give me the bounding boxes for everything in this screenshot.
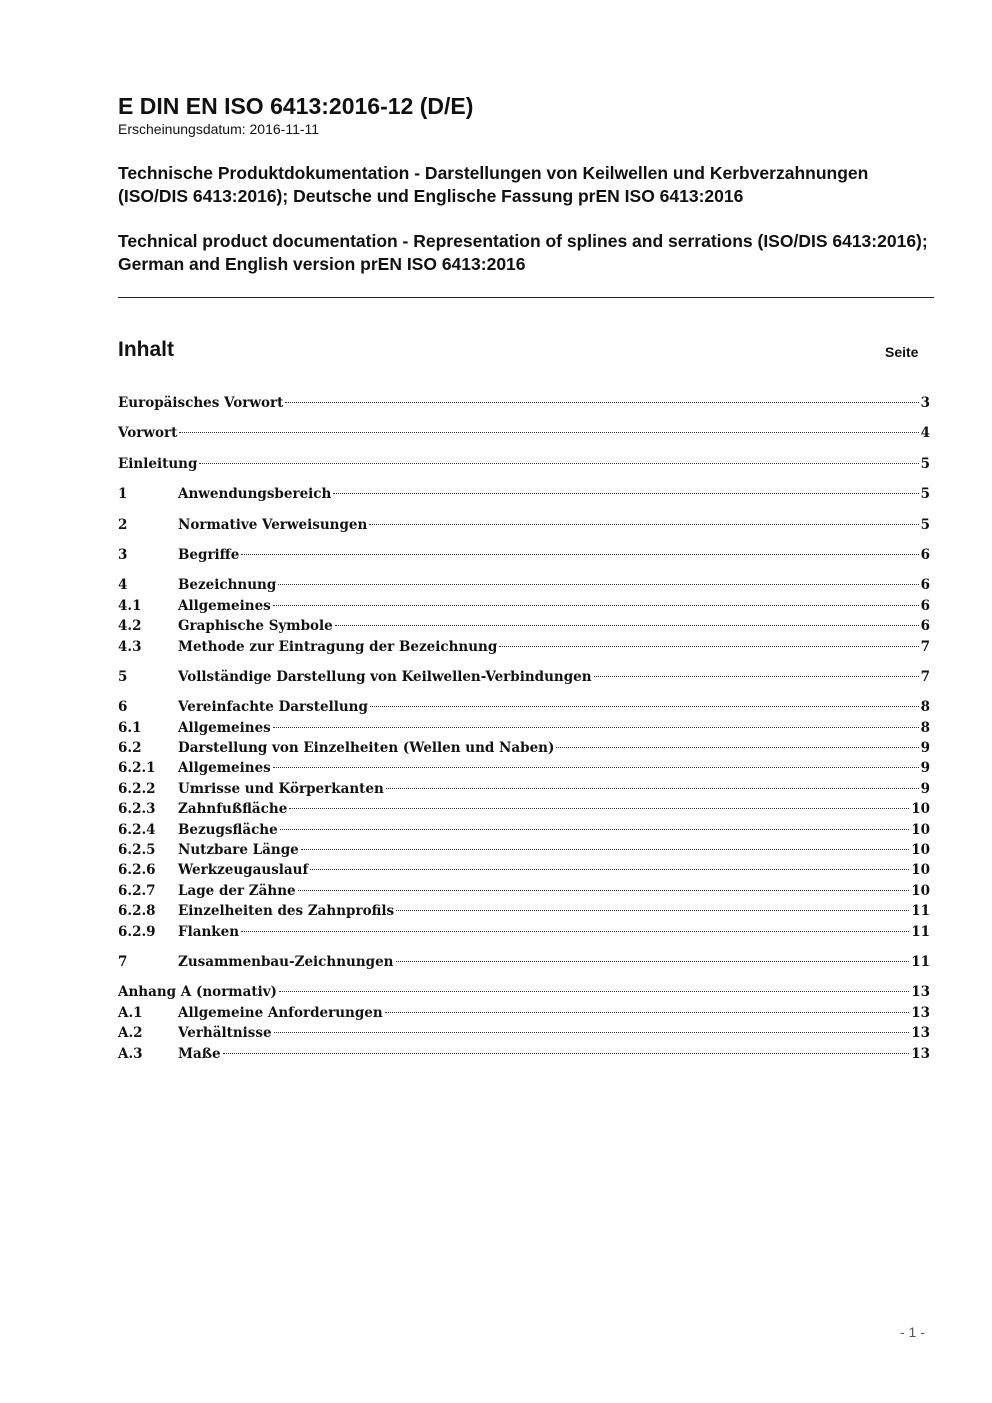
toc-entry-page: 11 xyxy=(911,903,930,920)
toc-dot-leader xyxy=(285,402,918,403)
toc-entry[interactable] xyxy=(118,545,930,565)
toc-entry-label: Allgemeine Anforderungen xyxy=(178,1004,383,1021)
toc-entry-page: 6 xyxy=(920,546,930,563)
toc-entry-number: A.1 xyxy=(118,1004,143,1021)
toc-entry-number: 4 xyxy=(118,577,128,594)
toc-entry-page: 6 xyxy=(920,577,930,594)
toc-dot-leader xyxy=(273,727,919,728)
document-title: E DIN EN ISO 6413:2016-12 (D/E) xyxy=(118,93,474,119)
toc-entry-page: 5 xyxy=(920,516,930,533)
toc-entry-label: Umrisse und Körperkanten xyxy=(178,780,384,797)
toc-entry-page: 10 xyxy=(911,821,930,838)
toc-dot-leader xyxy=(385,1012,910,1013)
toc-entry-page: 13 xyxy=(911,984,930,1001)
toc-dot-leader xyxy=(279,991,909,992)
toc-entry-page: 11 xyxy=(911,953,930,970)
toc-entry-page: 7 xyxy=(920,638,930,655)
toc-entry-label: Zahnfußfläche xyxy=(178,801,288,818)
toc-entry-page: 6 xyxy=(920,618,930,635)
toc-entry-label: Anwendungsbereich xyxy=(178,486,332,503)
toc-entry-number: 6.2 xyxy=(118,740,142,757)
toc-entry[interactable] xyxy=(118,393,930,413)
toc-entry-label: Allgemeines xyxy=(178,760,271,777)
toc-entry[interactable] xyxy=(118,952,930,972)
toc-entry-number: 4.2 xyxy=(118,618,142,635)
page-number: - 1 - xyxy=(900,1324,925,1340)
toc-entry-number: 7 xyxy=(118,953,128,970)
toc-entry-page: 7 xyxy=(920,668,930,685)
toc-dot-leader xyxy=(273,767,919,768)
document-header xyxy=(118,92,934,276)
toc-entry[interactable] xyxy=(118,515,930,535)
toc-dot-leader xyxy=(199,463,918,464)
toc-entry-label: Methode zur Eintragung der Bezeichnung xyxy=(178,638,498,655)
title-german: Technische Produktdokumentation - Darstellungen von Keilwellen und Kerbverzahnungen (ISO/DIS 6413:2016); Deutsche und Englische Fassung prEN ISO 6413:2016 xyxy=(118,163,869,206)
toc-entry[interactable] xyxy=(118,637,930,657)
toc-entry-label: Vorwort xyxy=(118,425,178,442)
toc-entry-label: Begriffe xyxy=(178,546,240,563)
toc-dot-leader xyxy=(556,747,918,748)
toc-entry[interactable] xyxy=(118,454,930,474)
toc-entry-page: 13 xyxy=(911,1025,930,1042)
toc-entry-label: Vereinfachte Darstellung xyxy=(178,699,368,716)
toc-entry-label: Lage der Zähne xyxy=(178,882,296,899)
toc-entry[interactable] xyxy=(118,718,930,738)
toc-entry[interactable] xyxy=(118,484,930,504)
toc-dot-leader xyxy=(278,584,918,585)
toc-dot-leader xyxy=(273,605,919,606)
toc-entry-page: 5 xyxy=(920,486,930,503)
toc-entry-number: 6.2.1 xyxy=(118,760,156,777)
toc-entry-number: 4.3 xyxy=(118,638,142,655)
toc-entry-number: 1 xyxy=(118,486,128,503)
toc-dot-leader xyxy=(289,808,909,809)
toc-dot-leader xyxy=(241,554,918,555)
toc-entry-number: 6.2.2 xyxy=(118,780,156,797)
toc-heading: Inhalt xyxy=(118,338,174,361)
toc-entry-label: Allgemeines xyxy=(178,719,271,736)
toc-entry-page: 9 xyxy=(920,780,930,797)
toc-entry-page: 5 xyxy=(920,455,930,472)
toc-entry-label: Einzelheiten des Zahnprofils xyxy=(178,903,395,920)
toc-entry-label: Allgemeines xyxy=(178,597,271,614)
toc-dot-leader xyxy=(274,1032,910,1033)
toc-entry-number: 2 xyxy=(118,516,128,533)
toc-entry[interactable] xyxy=(118,901,930,921)
toc-entry-page: 11 xyxy=(911,923,930,940)
toc-entry[interactable] xyxy=(118,922,930,942)
toc-dot-leader xyxy=(396,910,909,911)
toc-entry-page: 13 xyxy=(911,1004,930,1021)
toc-entry[interactable] xyxy=(118,820,930,840)
publication-date: Erscheinungsdatum: 2016-11-11 xyxy=(118,121,320,137)
toc-dot-leader xyxy=(301,849,909,850)
toc-entry-number: A.2 xyxy=(118,1025,143,1042)
toc-entry[interactable] xyxy=(118,575,930,595)
toc-entry-label: Normative Verweisungen xyxy=(178,516,368,533)
toc-entry-page: 3 xyxy=(920,395,930,411)
toc-entry[interactable] xyxy=(118,860,930,880)
toc-entry[interactable] xyxy=(118,596,930,616)
toc-entry-number: 6 xyxy=(118,699,128,716)
toc-dot-leader xyxy=(594,676,919,677)
toc-entry-label: Werkzeugauslauf xyxy=(178,862,309,879)
toc-entry-number: 6.2.3 xyxy=(118,801,156,818)
header-divider xyxy=(118,297,934,298)
toc-entry-number: 3 xyxy=(118,546,128,563)
toc-entry-label: Maße xyxy=(178,1045,221,1062)
toc-entry-page: 4 xyxy=(920,425,930,442)
toc-dot-leader xyxy=(179,432,918,433)
toc-entry[interactable] xyxy=(118,423,930,443)
toc-entry[interactable] xyxy=(118,982,930,1002)
toc-entry-label: Bezugsfläche xyxy=(178,821,278,838)
toc-entry[interactable] xyxy=(118,799,930,819)
toc-entry-label: Verhältnisse xyxy=(178,1025,272,1042)
toc-page-heading: Seite xyxy=(885,344,919,360)
toc-entry-number: 6.2.4 xyxy=(118,821,156,838)
toc-entry-label: Einleitung xyxy=(118,455,198,472)
toc-dot-leader xyxy=(333,493,918,494)
toc-entry-page: 8 xyxy=(920,699,930,716)
toc-entry-number: 6.2.6 xyxy=(118,862,156,879)
toc-dot-leader xyxy=(386,788,919,789)
toc-entry-number: 6.2.7 xyxy=(118,882,156,899)
toc-entry-label: Anhang A (normativ) xyxy=(118,984,277,1001)
toc-dot-leader xyxy=(369,524,918,525)
toc-entry-page: 10 xyxy=(911,862,930,879)
toc-dot-leader xyxy=(335,625,919,626)
toc-entry[interactable] xyxy=(118,667,930,687)
toc-entry-page: 6 xyxy=(920,597,930,614)
toc-entry-page: 8 xyxy=(920,719,930,736)
toc-entry-number: 6.2.9 xyxy=(118,923,156,940)
toc-entry-label: Darstellung von Einzelheiten (Wellen und Naben) xyxy=(178,740,555,757)
toc-entry[interactable] xyxy=(118,1003,930,1023)
toc-entry-number: 5 xyxy=(118,668,128,685)
toc-entry-page: 9 xyxy=(920,740,930,757)
toc-entry[interactable] xyxy=(118,616,930,636)
toc-entry-page: 10 xyxy=(911,882,930,899)
toc-entry-number: 4.1 xyxy=(118,597,142,614)
toc-entry[interactable] xyxy=(118,1023,930,1043)
toc-dot-leader xyxy=(223,1053,910,1054)
toc-entry-label: Zusammenbau-Zeichnungen xyxy=(178,953,394,970)
toc-dot-leader xyxy=(396,961,910,962)
toc-entry[interactable] xyxy=(118,758,930,778)
toc-entry-number: 6.2.5 xyxy=(118,842,156,859)
toc-entry-page: 10 xyxy=(911,842,930,859)
toc-entry[interactable] xyxy=(118,840,930,860)
toc-entry-number: 6.2.8 xyxy=(118,903,156,920)
toc-entry[interactable] xyxy=(118,779,930,799)
toc-entry-page: 13 xyxy=(911,1045,930,1062)
toc-entry-label: Europäisches Vorwort xyxy=(118,395,284,411)
toc-entry-label: Bezeichnung xyxy=(178,577,277,594)
toc-entry-label: Graphische Symbole xyxy=(178,618,333,635)
toc-entry[interactable] xyxy=(118,738,930,758)
toc-entry[interactable] xyxy=(118,881,930,901)
toc-entry[interactable] xyxy=(118,697,930,717)
toc-dot-leader xyxy=(310,869,909,870)
toc-dot-leader xyxy=(241,931,909,932)
toc-entry-label: Nutzbare Länge xyxy=(178,842,299,859)
toc-dot-leader xyxy=(298,890,910,891)
toc-entry-number: 6.1 xyxy=(118,719,142,736)
toc-entry-label: Vollständige Darstellung von Keilwellen-Verbindungen xyxy=(178,668,592,685)
toc-entry-page: 10 xyxy=(911,801,930,818)
toc-dot-leader xyxy=(370,706,919,707)
toc-entry-label: Flanken xyxy=(178,923,240,940)
toc-entry-number: A.3 xyxy=(118,1045,143,1062)
toc-entry-page: 9 xyxy=(920,760,930,777)
toc-dot-leader xyxy=(499,646,918,647)
toc-dot-leader xyxy=(280,829,909,830)
toc-entry[interactable] xyxy=(118,1044,930,1064)
table-of-contents xyxy=(118,393,930,1064)
title-english: Technical product documentation - Representation of splines and serrations (ISO/DIS 6413:2016); German and English version prEN ISO 6413:2016 xyxy=(118,231,928,274)
